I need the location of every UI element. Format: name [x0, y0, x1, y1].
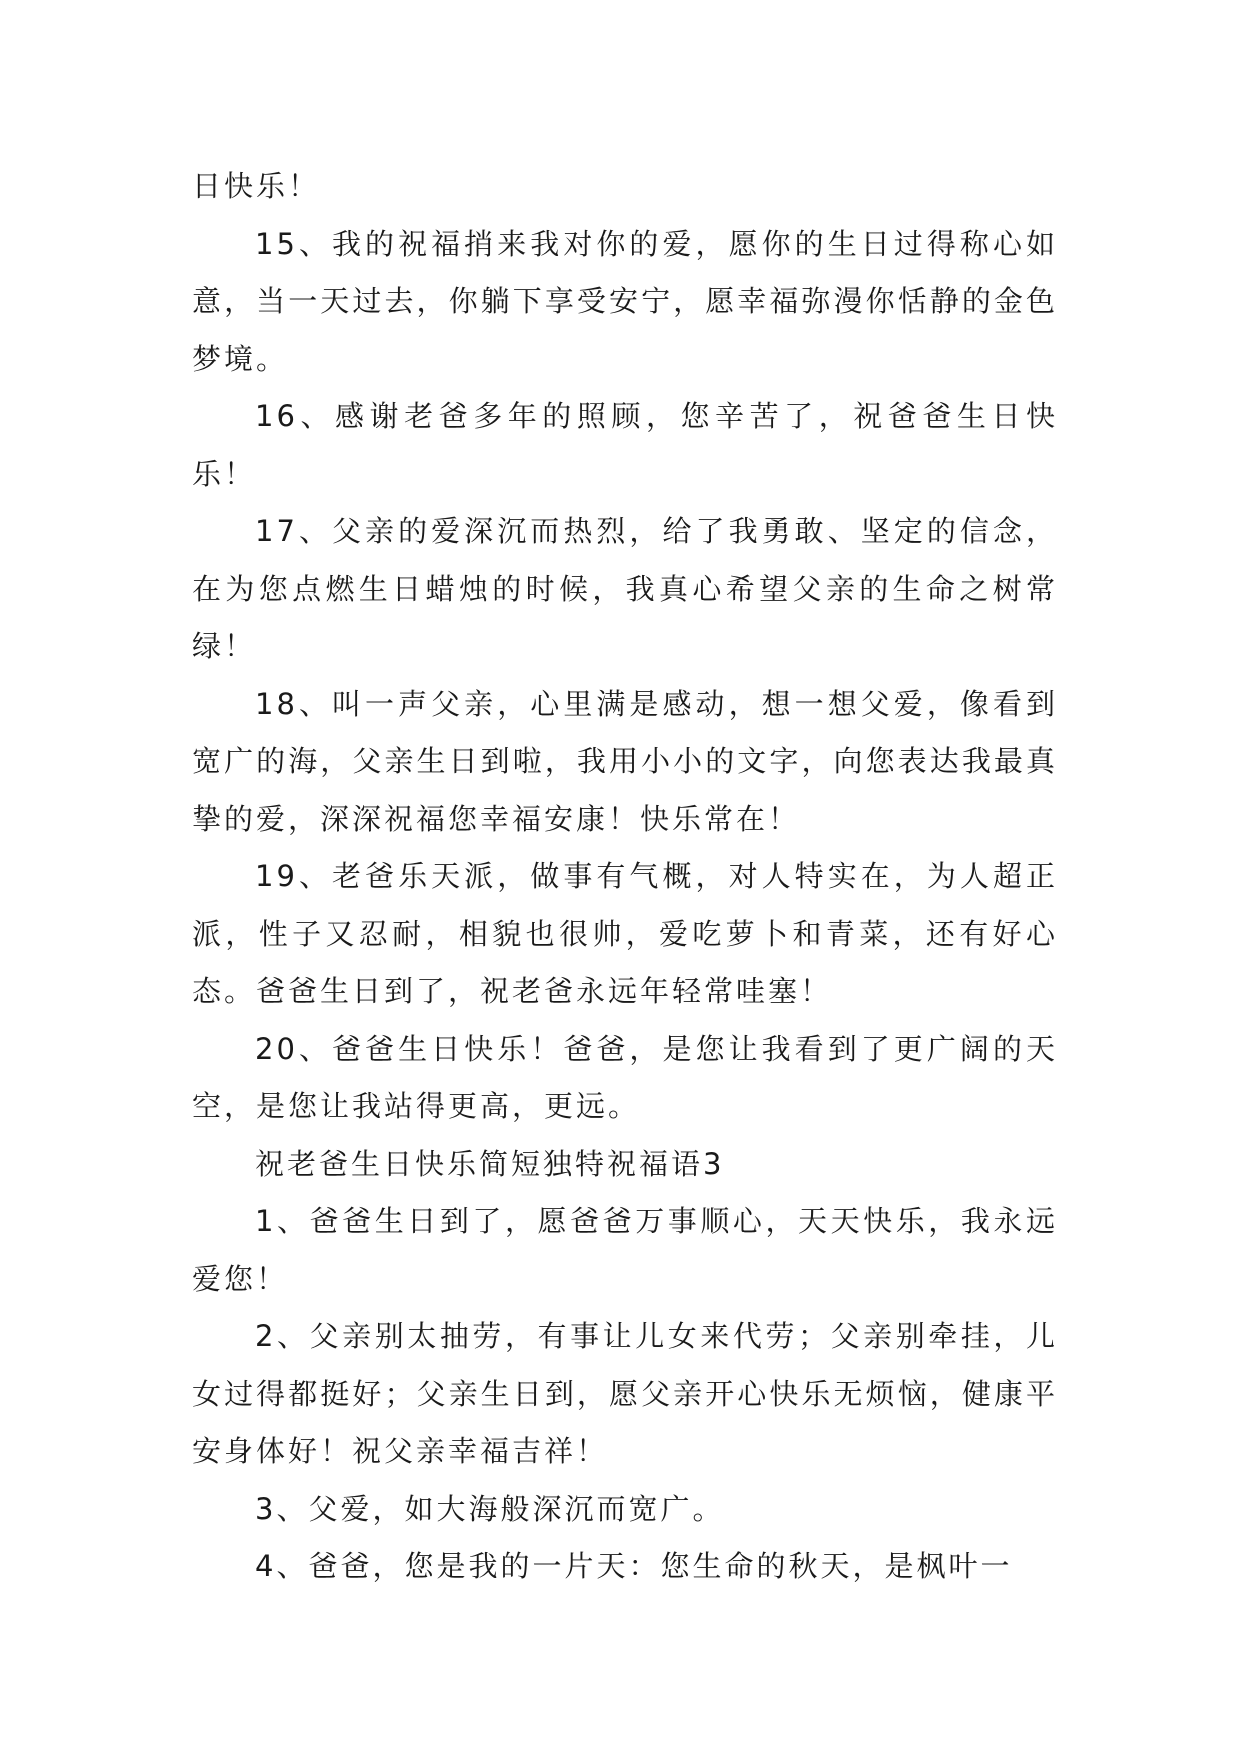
- paragraph-wish-20: 20、爸爸生日快乐！爸爸，是您让我看到了更广阔的天空，是您让我站得更高，更远。: [192, 1031, 1058, 1123]
- paragraph-wish-16: 16、感谢老爸多年的照顾，您辛苦了，祝爸爸生日快乐！: [192, 399, 1058, 491]
- paragraph-wish-18: 18、叫一声父亲，心里满是感动，想一想父爱，像看到宽广的海，父亲生日到啦，我用小小的文字，向您表达我最真挚的爱，深深祝福您幸福安康！快乐常在！: [192, 686, 1058, 836]
- paragraph-wish-2: 2、父亲别太抽劳，有事让儿女来代劳；父亲别牵挂，儿女过得都挺好；父亲生日到，愿父亲开心快乐无烦恼，健康平安身体好！祝父亲幸福吉祥！: [192, 1319, 1058, 1468]
- paragraph-continuation: 日快乐！: [192, 169, 321, 203]
- section-heading: 祝老爸生日快乐简短独特祝福语3: [255, 1146, 725, 1181]
- document-body: [192, 158, 1058, 1596]
- paragraph-wish-17: 17、父亲的爱深沉而热烈，给了我勇敢、坚定的信念，在为您点燃生日蜡烛的时候，我真心希望父亲的生命之树常绿！: [192, 514, 1058, 663]
- paragraph-wish-3: 3、父爱，如大海般深沉而宽广。: [255, 1491, 725, 1526]
- paragraph-wish-4: 4、爸爸，您是我的一片天：您生命的秋天，是枫叶一: [255, 1549, 1013, 1583]
- paragraph-wish-15: 15、我的祝福捎来我对你的爱，愿你的生日过得称心如意，当一天过去，你躺下享受安宁，愿幸福弥漫你恬静的金色梦境。: [192, 226, 1058, 376]
- paragraph-wish-19: 19、老爸乐天派，做事有气概，对人特实在，为人超正派，性子又忍耐，相貌也很帅，爱吃萝卜和青菜，还有好心态。爸爸生日到了，祝老爸永远年轻常哇塞！: [192, 859, 1058, 1008]
- paragraph-wish-1: 1、爸爸生日到了，愿爸爸万事顺心，天天快乐，我永远爱您！: [192, 1204, 1058, 1296]
